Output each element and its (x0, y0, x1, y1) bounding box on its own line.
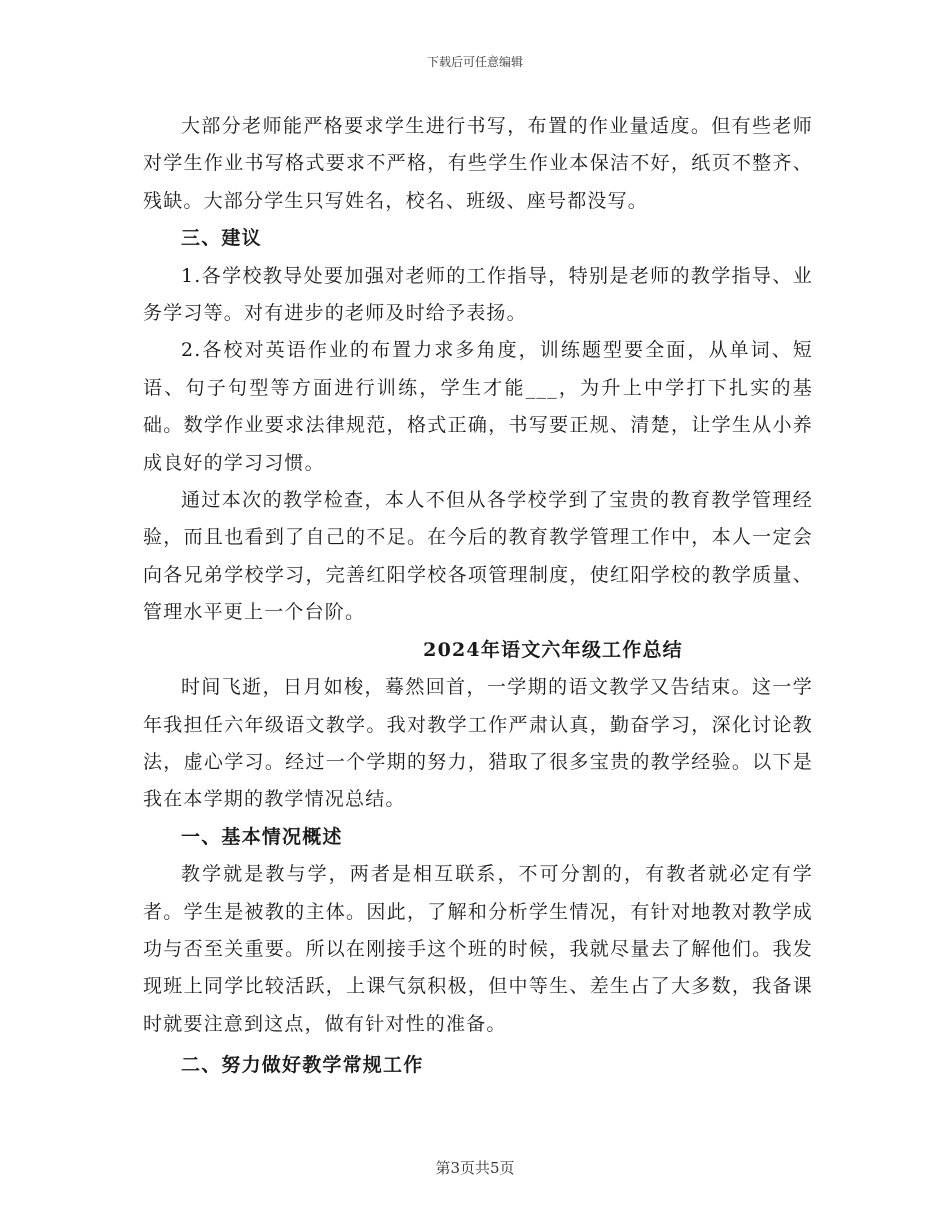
document-body (143, 108, 813, 1085)
document-title: 2024年语文六年级工作总结 (423, 638, 683, 661)
paragraph-overview: 教学就是教与学，两者是相互联系，不可分割的，有教者就必定有学者。学生是被教的主体。因此，了解和分析学生情况，有针对地教对教学成功与否至关重要。所以在刚接手这个班的时候，我就尽量去了解他们。我发现班上同学比较活跃，上课气氛积极，但中等生、差生占了大多数，我备课时就要注意到这点，做有针对性的准备。 (143, 863, 813, 1035)
heading-routine: 二、努力做好教学常规工作 (181, 1054, 424, 1077)
heading-suggestions: 三、建议 (181, 227, 262, 250)
heading-overview: 一、基本情况概述 (181, 825, 343, 848)
suggestion-item-2: 2.各校对英语作业的布置力求多角度，训练题型要全面，从单词、短语、句子句型等方面进行训练，学生才能___，为升上中学打下扎实的基础。数学作业要求法律规范，格式正确，书写要正规、清楚，让学生从小养成良好的学习习惯。 (143, 339, 813, 474)
paragraph-conclusion: 通过本次的教学检查，本人不但从各学校学到了宝贵的教育教学管理经验，而且也看到了自己的不足。在今后的教育教学管理工作中，本人一定会向各兄弟学校学习，完善红阳学校各项管理制度，使红阳学校的教学质量、管理水平更上一个台阶。 (143, 489, 813, 624)
suggestion-item-1: 1.各学校教导处要加强对老师的工作指导，特别是老师的教学指导、业务学习等。对有进步的老师及时给予表扬。 (143, 264, 813, 325)
paragraph-homework: 大部分老师能严格要求学生进行书写，布置的作业量适度。但有些老师对学生作业书写格式要求不严格，有些学生作业本保洁不好，纸页不整齐、残缺。大部分学生只写姓名，校名、班级、座号都没写。 (143, 115, 813, 212)
paragraph-intro: 时间飞逝，日月如梭，蓦然回首，一学期的语文教学又告结束。这一学年我担任六年级语文教学。我对教学工作严肃认真，勤奋学习，深化讨论教法，虚心学习。经过一个学期的努力，猎取了很多宝贵的教学经验。以下是我在本学期的教学情况总结。 (143, 676, 813, 811)
page-header-note: 下载后可任意编辑 (426, 55, 523, 69)
page-number: 第3页共5页 (435, 1159, 515, 1177)
